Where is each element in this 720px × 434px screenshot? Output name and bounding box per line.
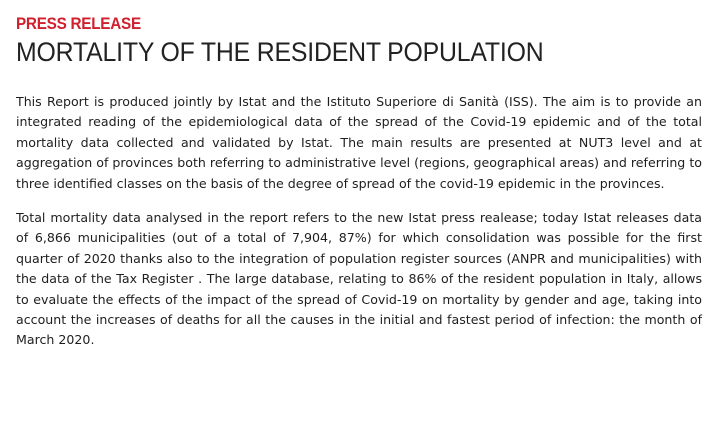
press-release-page [16,14,702,351]
press-release-label: PRESS RELEASE [16,14,141,33]
mortality-data-paragraph: Total mortality data analysed in the report refers to the new Istat press realease; today Istat releases data of 6,866 municipalities (out of a total of 7,904, 87%) for which consolidation was possible for the first quarter of 2020 thanks also to the integration of population register sources (ANPR and municipalities) with the data of the Tax Register . The large database, relating to 86% of the resident population in Italy, allows to evaluate the effects of the impact of the spread of Covid-19 on mortality by gender and age, taking into account the increases of deaths for all the causes in the initial and fastest period of infection: the month of March 2020. [16,210,702,348]
page-title: MORTALITY OF THE RESIDENT POPULATION [16,37,544,67]
intro-paragraph: This Report is produced jointly by Istat and the Istituto Superiore di Sanità (ISS). The aim is to provide an integrated reading of the epidemiological data of the spread of the Covid-19 epidemic and of the total mortality data collected and validated by Istat. The main results are presented at NUT3 level and at aggregation of provinces both referring to administrative level (regions, geographical areas) and referring to three identified classes on the basis of the degree of spread of the covid-19 epidemic in the provinces. [16,94,702,191]
